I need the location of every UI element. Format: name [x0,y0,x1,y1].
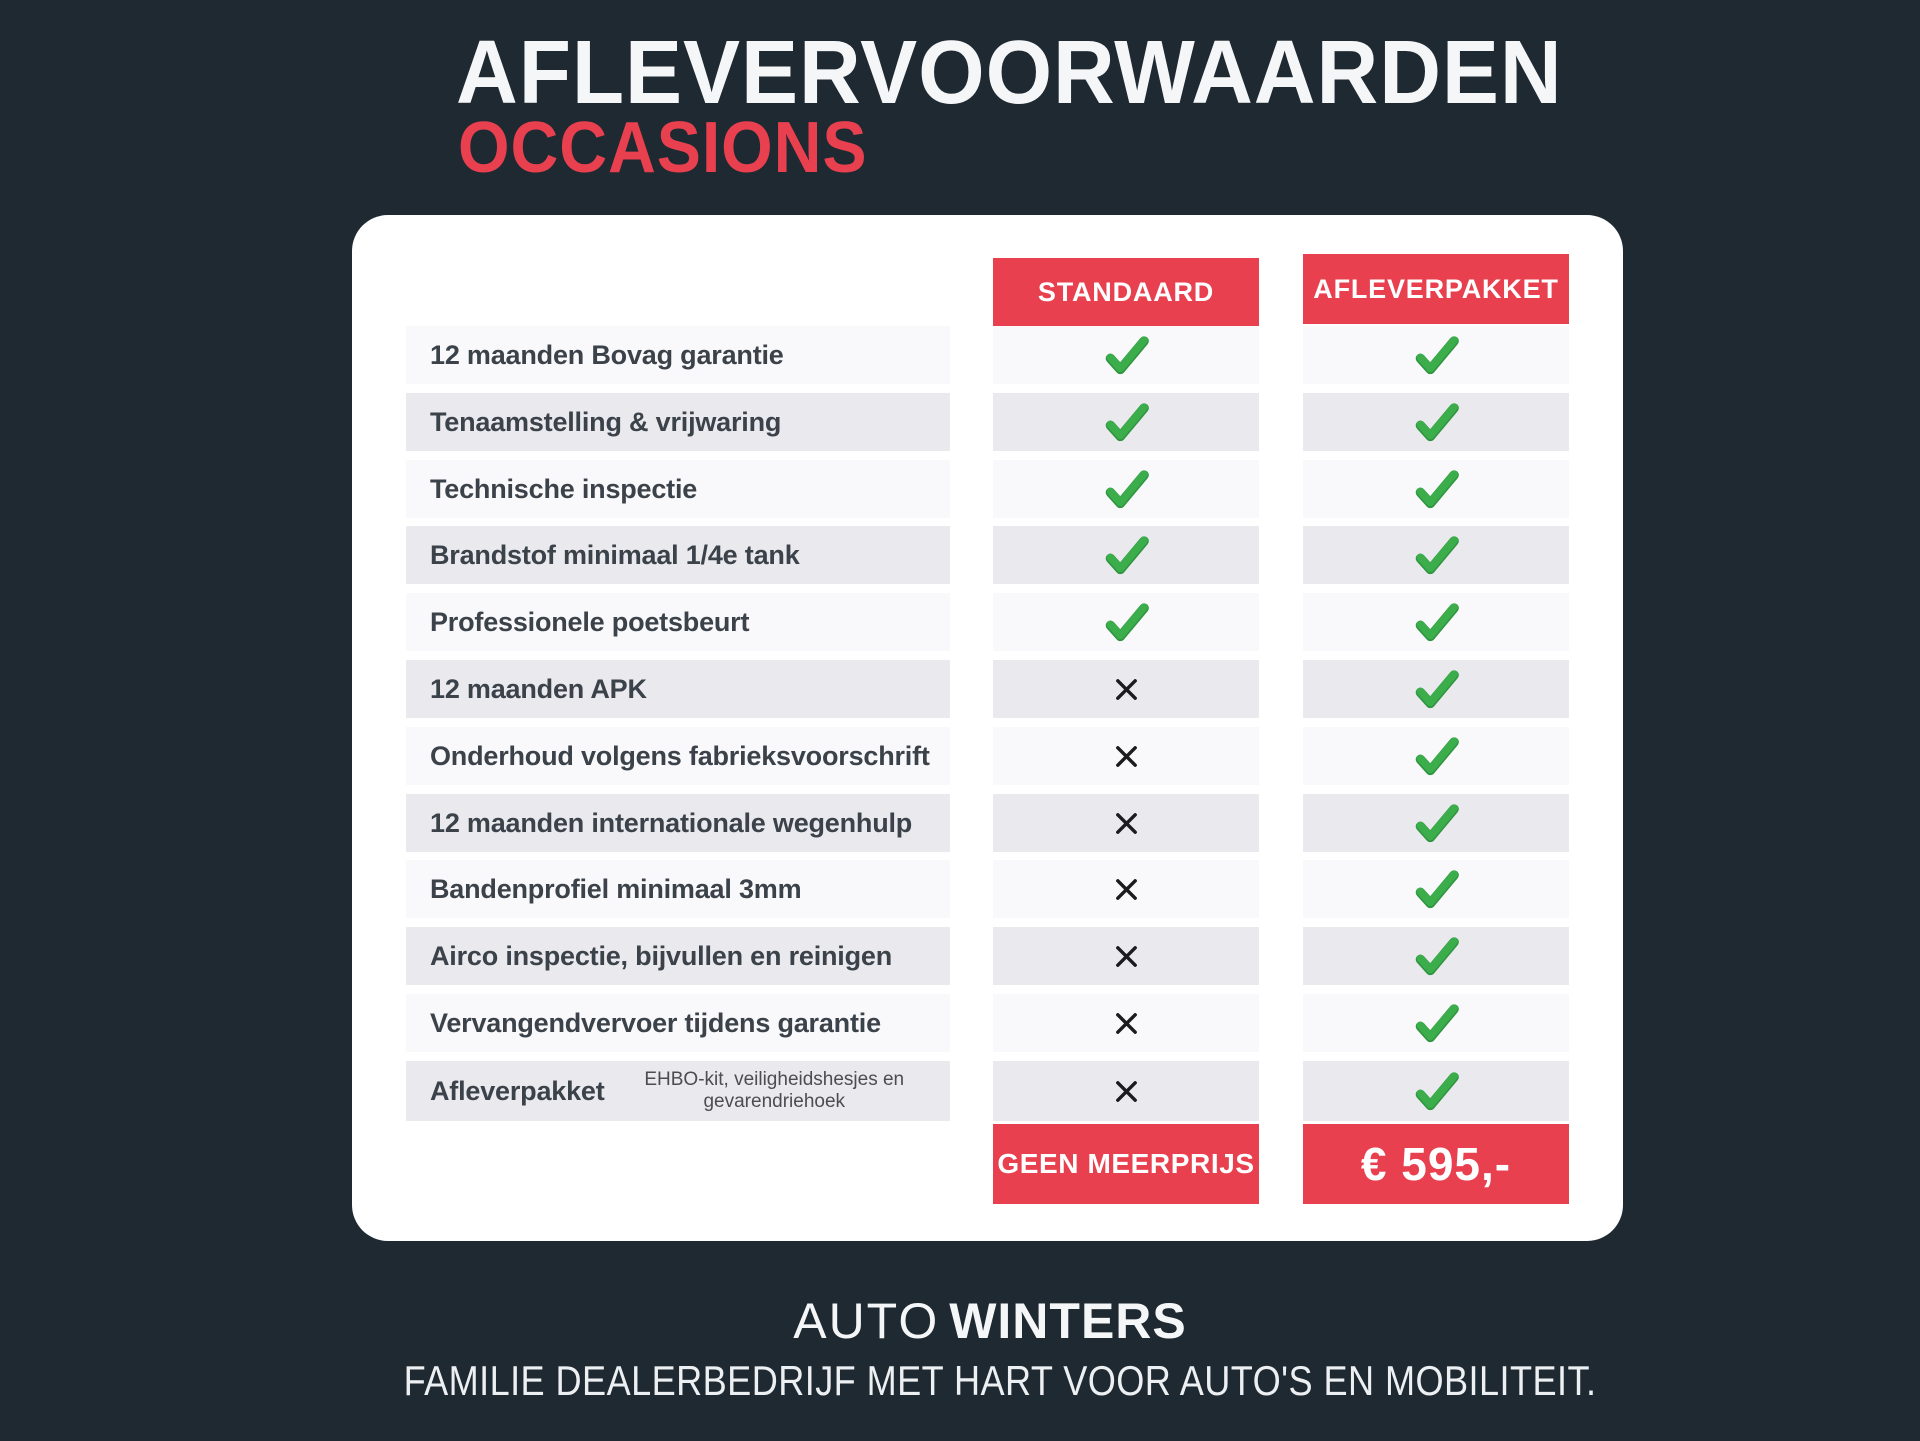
row-label: Vervangendvervoer tijdens garantie [430,1007,881,1038]
afleverpakket-cell [1303,727,1569,785]
row-label-cell [406,393,950,451]
cross-icon [1113,943,1140,970]
afleverpakket-cell [1303,393,1569,451]
brand-tagline: FAMILIE DEALERBEDRIJF MET HART VOOR AUTO'S EN MOBILITEIT. [403,1357,1597,1404]
afleverpakket-cell [1303,326,1569,384]
afleverpakket-cell [1303,460,1569,518]
price-afleverpakket: € 595,- [1303,1124,1569,1204]
standaard-cell [993,1061,1259,1121]
table-row [352,927,1623,985]
row-label-cell [406,794,950,852]
row-label-cell [406,860,950,918]
cross-icon [1113,1078,1140,1105]
column-header-standaard: STANDAARD [993,258,1259,326]
standaard-cell [993,660,1259,718]
standaard-cell [993,326,1259,384]
row-label-cell [406,460,950,518]
table-row [352,593,1623,651]
standaard-cell [993,393,1259,451]
standaard-cell [993,927,1259,985]
row-note: EHBO-kit, veiligheidshesjes en gevarendriehoek [644,1068,905,1112]
price-standaard: GEEN MEERPRIJS [993,1124,1259,1204]
check-icon [1102,602,1150,642]
check-icon [1412,1071,1460,1111]
row-label-cell [406,994,950,1052]
afleverpakket-cell [1303,1061,1569,1121]
row-label: Tenaamstelling & vrijwaring [430,406,782,437]
row-label-cell [406,927,950,985]
standaard-cell [993,727,1259,785]
page-subtitle: OCCASIONS [458,108,868,188]
table-row [352,526,1623,584]
row-label: Professionele poetsbeurt [430,606,750,637]
table-row [352,326,1623,384]
table-row [352,860,1623,918]
brand-name [30,1293,1920,1349]
row-label-cell [406,593,950,651]
check-icon [1412,535,1460,575]
cross-icon [1113,743,1140,770]
table-row [352,393,1623,451]
row-label: Brandstof minimaal 1/4e tank [430,539,800,570]
check-icon [1102,469,1150,509]
row-label-cell [406,526,950,584]
standaard-cell [993,593,1259,651]
afleverpakket-cell [1303,660,1569,718]
brand-name-bold: WINTERS [949,1293,1187,1349]
row-label: 12 maanden Bovag garantie [430,339,784,370]
check-icon [1412,803,1460,843]
comparison-table-rows [352,215,1623,1241]
row-label: Onderhoud volgens fabrieksvoorschrift [430,740,930,771]
cross-icon [1113,876,1140,903]
table-row [352,727,1623,785]
afleverpakket-cell [1303,860,1569,918]
check-icon [1102,402,1150,442]
row-label: Airco inspectie, bijvullen en reinigen [430,940,893,971]
row-label-cell [406,727,950,785]
check-icon [1412,469,1460,509]
cross-icon [1113,810,1140,837]
afleverpakket-cell [1303,927,1569,985]
column-header-afleverpakket: AFLEVERPAKKET [1303,254,1569,324]
check-icon [1412,869,1460,909]
brand-name-regular: AUTO [793,1293,940,1349]
standaard-cell [993,460,1259,518]
table-row [352,660,1623,718]
check-icon [1412,402,1460,442]
afleverpakket-cell [1303,994,1569,1052]
table-row [352,994,1623,1052]
comparison-card [352,215,1623,1241]
row-label: 12 maanden internationale wegenhulp [430,807,913,838]
row-label: Technische inspectie [430,473,698,504]
afleverpakket-cell [1303,593,1569,651]
standaard-cell [993,526,1259,584]
row-label: Afleverpakket [430,1075,605,1106]
page-title: AFLEVERVOORWAARDEN [456,23,1563,123]
table-row [352,794,1623,852]
check-icon [1412,602,1460,642]
table-row [352,1061,1623,1121]
cross-icon [1113,676,1140,703]
standaard-cell [993,994,1259,1052]
row-label-cell [406,326,950,384]
check-icon [1412,1003,1460,1043]
row-label: Bandenprofiel minimaal 3mm [430,873,802,904]
check-icon [1102,535,1150,575]
row-label-cell [406,660,950,718]
check-icon [1412,669,1460,709]
check-icon [1412,335,1460,375]
standaard-cell [993,860,1259,918]
table-row [352,460,1623,518]
cross-icon [1113,1010,1140,1037]
row-label-cell [406,1061,950,1121]
afleverpakket-cell [1303,794,1569,852]
check-icon [1412,736,1460,776]
check-icon [1102,335,1150,375]
afleverpakket-cell [1303,526,1569,584]
check-icon [1412,936,1460,976]
standaard-cell [993,794,1259,852]
row-label: 12 maanden APK [430,673,647,704]
